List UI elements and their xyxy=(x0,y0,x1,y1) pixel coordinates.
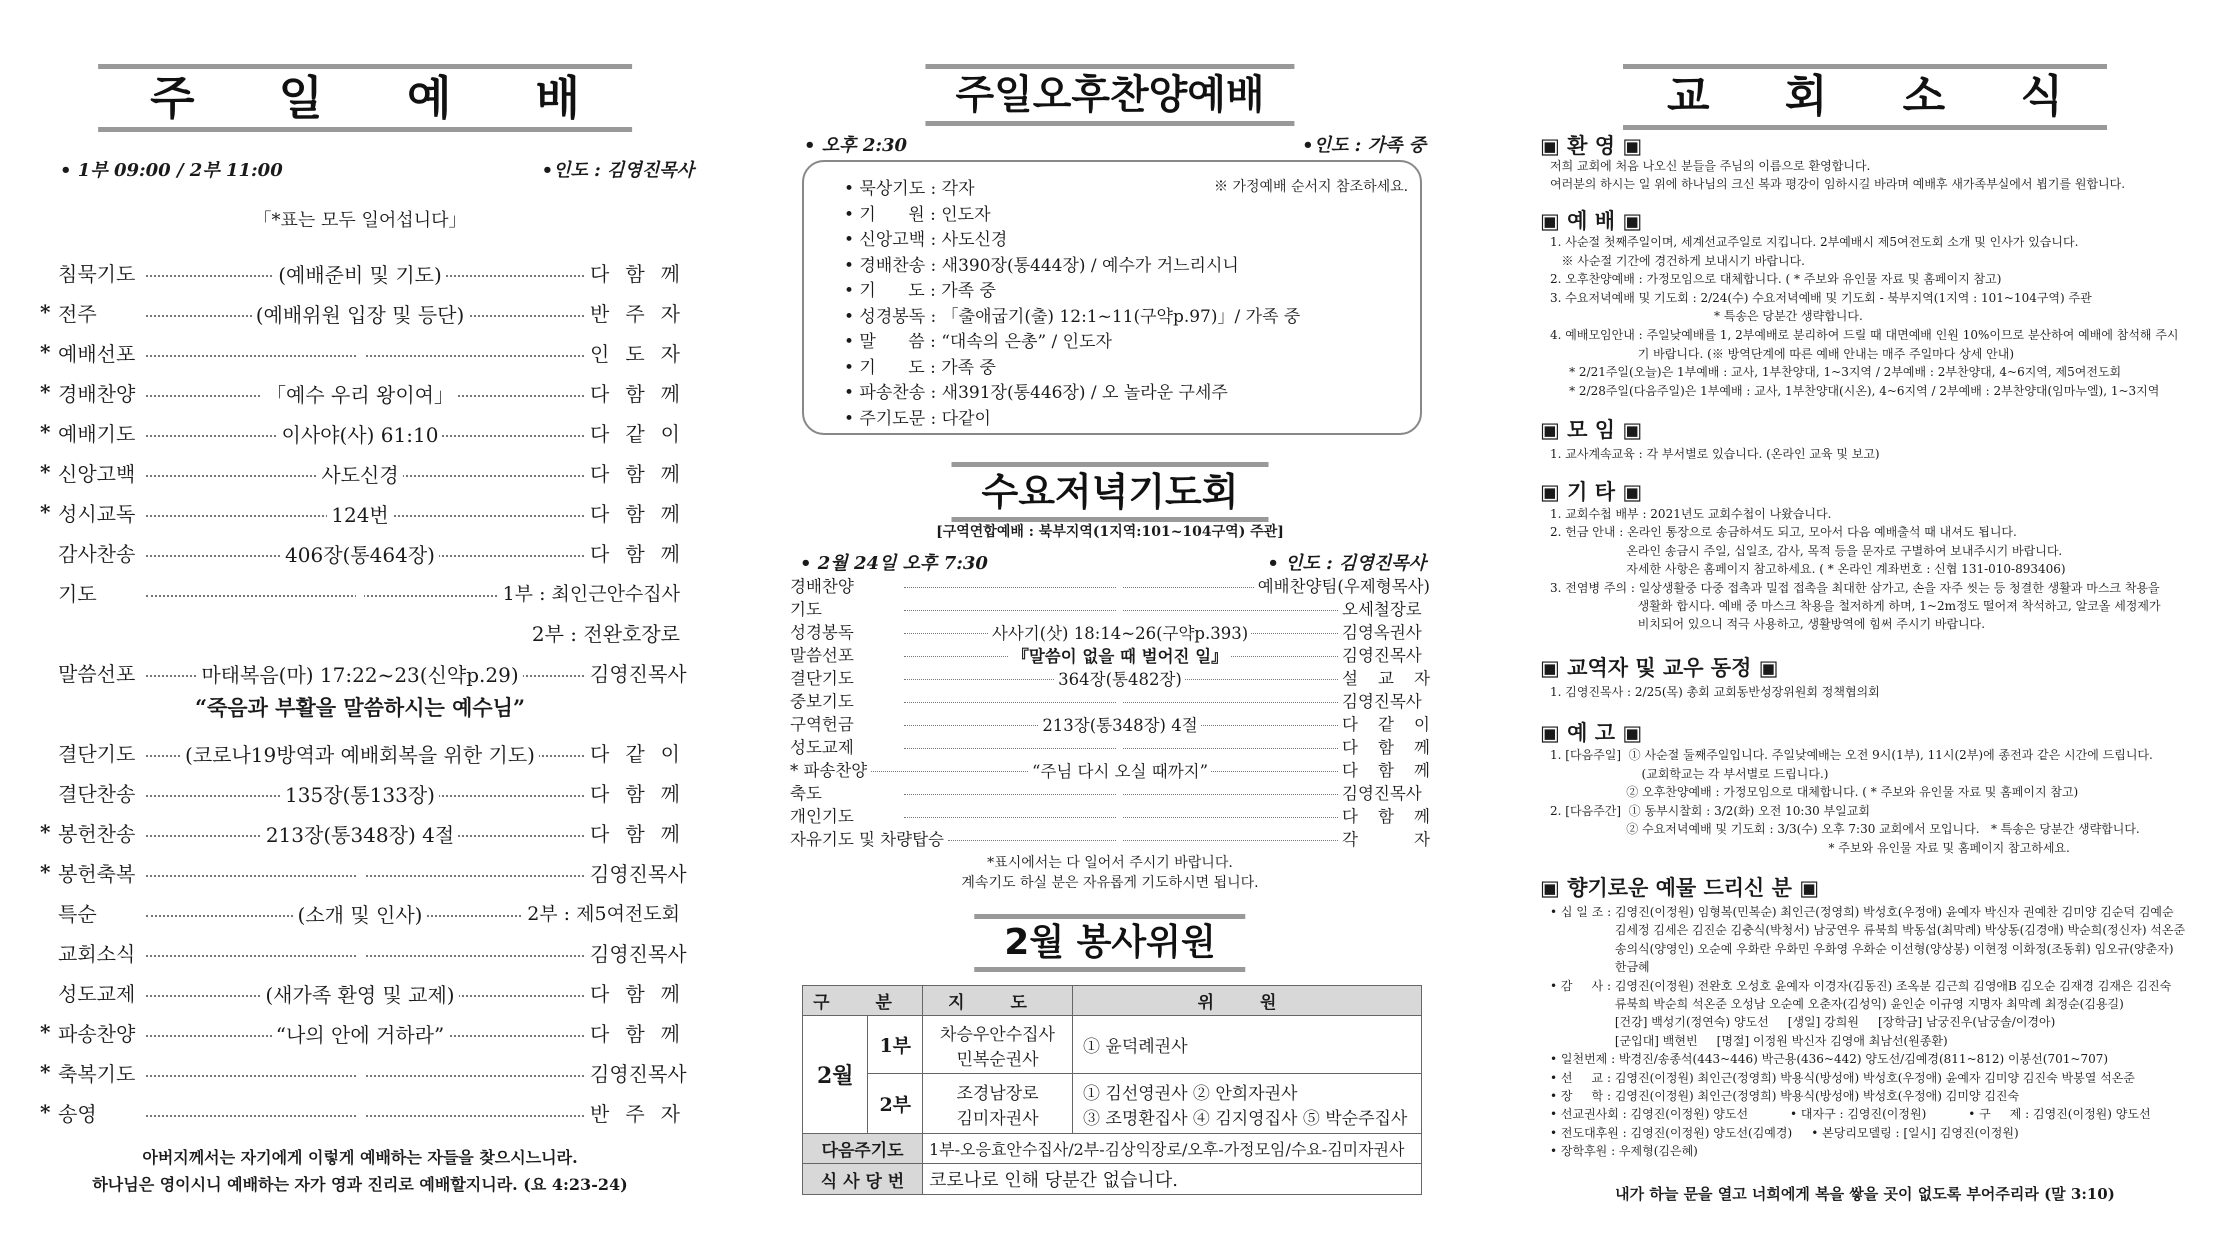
wednesday-order-row xyxy=(790,826,1430,849)
afternoon-time: • 오후 2:30 xyxy=(804,135,908,156)
order-person: 다 함 께 xyxy=(590,981,680,1006)
worship-order-row xyxy=(40,1092,680,1132)
order-content: 124번 xyxy=(327,503,393,527)
order-person: 김영진목사 xyxy=(1342,645,1422,665)
worship-order-row xyxy=(40,892,680,932)
order-label: 중보기도 xyxy=(790,691,854,711)
part2-leader-2: 김미자권사 xyxy=(956,1108,1039,1129)
worship-order-row xyxy=(40,252,680,292)
order-person: 반 주 자 xyxy=(590,1101,680,1126)
dot-leader xyxy=(146,835,584,837)
worship-order-row xyxy=(40,1052,687,1092)
order-label: 예배선포 xyxy=(58,341,136,366)
etc-line: 2. 헌금 안내 : 온라인 통장으로 송금하셔도 되고, 모아서 다음 예배출석 때 내셔도 됩니다. xyxy=(1550,525,2017,540)
part2-members-2: ③ 조명환집사 ④ 김지영집사 ⑤ 박순주집사 xyxy=(1083,1108,1408,1129)
section-offerings-heading: ▣ 향기로운 예물 드리신 분 ▣ xyxy=(1540,876,1820,900)
standing-note: 「*표는 모두 일어섭니다」 xyxy=(253,210,467,231)
order-person: 다 같 이 xyxy=(590,421,680,446)
etc-line: 3. 전염병 주의 : 일상생활중 다중 접촉과 밀접 접촉을 최대한 삼가고, 손을 자주 씻는 등 청결한 생활과 마스크 착용을 xyxy=(1550,580,2160,595)
dot-leader xyxy=(146,955,584,957)
part1-cell: 1부 xyxy=(868,1016,923,1074)
order-label: 축도 xyxy=(790,783,822,803)
offerings-line: • 전도대후원 : 김영진(이정원) 양도선(김예경) • 본당리모델링 : [일시] 김영진(이정원) xyxy=(1550,1125,2019,1140)
order-label: * 파송찬양 xyxy=(790,760,868,780)
standing-mark: * xyxy=(40,1060,51,1084)
notice-line: * 주보와 유인물 자료 및 홈페이지 참고하세요. xyxy=(1550,841,2070,855)
order-person: 김영진목사 xyxy=(1342,783,1422,803)
afternoon-order-item: • 묵상기도 : 각자 xyxy=(844,179,975,199)
notice-line: ② 수요저녁예배 및 기도회 : 3/3(수) 오후 7:30 교회에서 모입니다. * 특송은 당분간 생략합니다. xyxy=(1550,822,2140,837)
order-person: 다 함 께 xyxy=(590,501,680,526)
notice-line: 1. [다음주일] ① 사순절 둘째주일입니다. 주일낮예배는 오전 9시(1부), 11시(2부)에 종전과 같은 시간에 드립니다. xyxy=(1550,748,2153,762)
dot-leader xyxy=(146,475,584,477)
offerings-line: • 선 교 : 김영진(이정원) 최인근(정영희) 박용식(방성애) 박성호(우정애) 윤예자 김미양 김진숙 박봉열 석온준 xyxy=(1550,1070,2135,1085)
order-content: 406장(통464장) xyxy=(281,543,439,567)
part1-leaders xyxy=(923,1016,1073,1074)
order-person: 1부 : 최인근안수집사 xyxy=(502,582,680,605)
middle-column xyxy=(790,0,1430,1240)
offerings-line: • 감 사 : 김영진(이정원) 전완호 오성호 윤예자 이경자(김동진) 조옥분 김근희 김영애B 김오순 김재경 김재은 김진숙 xyxy=(1550,978,2172,993)
order-content xyxy=(356,579,364,603)
order-person: 김영진목사 xyxy=(590,661,687,686)
footer-verse-1: 아버지께서는 자기에게 이렇게 예배하는 자들을 찾으시느니라. xyxy=(142,1148,578,1167)
order-person: 김영진목사 xyxy=(590,1061,687,1086)
order-content: (소개 및 인사) xyxy=(294,903,427,927)
worship-order-row xyxy=(40,532,680,572)
dot-leader xyxy=(146,1035,584,1037)
wednesday-order-row xyxy=(790,665,1430,688)
order-label: 성시교독 xyxy=(58,501,136,526)
order-person: 2부 : 제5여전도회 xyxy=(527,902,680,925)
order-content xyxy=(1117,574,1123,593)
worship-order-row xyxy=(40,452,680,492)
afternoon-order-item: • 기 도 : 가족 중 xyxy=(844,281,996,301)
order-content: “나의 안에 거하라” xyxy=(272,1023,448,1047)
worship-news-line: 기 바랍니다. (※ 방역단계에 따른 예배 안내는 매주 주일마다 상세 안내) xyxy=(1550,346,2015,361)
worship-order-row xyxy=(40,812,680,852)
order-person: 인 도 자 xyxy=(590,341,680,366)
order-person: 예배찬양팀(우제형목사) xyxy=(1257,576,1430,596)
meeting-line: 1. 교사계속교육 : 각 부서별로 있습니다. (온라인 교육 및 보고) xyxy=(1550,447,1880,461)
order-label: 말씀선포 xyxy=(58,661,136,686)
closing-verse: 내가 하늘 문을 열고 너희에게 복을 쌓을 곳이 없도록 부어주리라 (말 3:10) xyxy=(1615,1185,2115,1203)
dot-leader xyxy=(146,795,584,797)
month-cell: 2월 xyxy=(803,1016,868,1134)
order-content: 마태복음(마) 17:22~23(신약p.29) xyxy=(197,663,522,687)
part1-leader-2: 민복순권사 xyxy=(956,1049,1039,1070)
order-person: 김영진목사 xyxy=(590,941,687,966)
staff-line: 1. 김영진목사 : 2/25(목) 총회 교회동반성장위원회 정책협의회 xyxy=(1550,685,1880,699)
standing-mark: * xyxy=(40,420,51,444)
worship-news-line: * 특송은 당분간 생략합니다. xyxy=(1550,309,1863,324)
service-committee-title: 2월 봉사위원 xyxy=(974,914,1245,972)
dot-leader xyxy=(146,875,584,877)
notice-line: 2. [다음주간] ① 동부시찰회 : 3/2(화) 오전 10:30 부일교회 xyxy=(1550,803,1870,818)
order-label: 자유기도 및 차량탑승 xyxy=(790,829,944,849)
standing-mark: * xyxy=(40,460,51,484)
afternoon-order-item: • 주기도문 : 다같이 xyxy=(844,408,991,429)
wednesday-leader: • 인도 : 김영진목사 xyxy=(1267,553,1426,574)
order-person: 다 함 께 xyxy=(590,381,680,406)
standing-mark: * xyxy=(40,500,51,524)
worship-order-row xyxy=(40,732,680,772)
part1-leader-1: 차승우안수집사 xyxy=(940,1024,1055,1045)
notice-line: ② 오후찬양예배 : 가정모임으로 대체합니다. ( * 주보와 유인물 자료 및 홈페이지 참고) xyxy=(1550,785,2079,800)
order-content xyxy=(356,619,364,643)
order-label: 성도교제 xyxy=(58,981,136,1006)
order-person: 김영진목사 xyxy=(1342,691,1422,711)
sunday-worship-title: 주 일 예 배 xyxy=(98,64,632,132)
worship-order-row xyxy=(40,852,687,892)
dot-leader xyxy=(146,675,584,677)
order-label: 예배기도 xyxy=(58,421,136,446)
worship-news-line: 4. 예배모임안내 : 주일낮예배를 1, 2부예배로 분리하여 드릴 때 대면예배 인원 10%이므로 분산하여 예배에 참석해 주시 xyxy=(1550,328,2179,342)
order-person: 각 자 xyxy=(1342,829,1430,849)
afternoon-order-item: • 경배찬송 : 새390장(통444장) / 예수가 거느리시니 xyxy=(844,255,1239,276)
order-content: (예배위원 입장 및 등단) xyxy=(252,303,469,327)
wednesday-order-row xyxy=(790,642,1430,665)
worship-order-row xyxy=(40,292,680,332)
offerings-line: • 일천번제 : 박경진/송종석(443~446) 박근용(436~442) 양도선/김예경(811~812) 이봉선(701~707) xyxy=(1550,1052,2109,1067)
worship-order-row xyxy=(40,412,680,452)
order-person: 다 같 이 xyxy=(590,741,680,766)
worship-order-row xyxy=(40,652,687,692)
order-label: 전주 xyxy=(58,301,97,326)
order-label: 교회소식 xyxy=(58,941,136,966)
dot-leader xyxy=(146,915,521,917)
dot-leader xyxy=(146,355,584,357)
order-content xyxy=(1117,781,1123,800)
order-content: (새가족 환영 및 교제) xyxy=(261,983,458,1007)
etc-line: 자세한 사항은 홈페이지 참고하세요. ( * 온라인 계좌번호 : 신협 131-010-893406) xyxy=(1550,562,2066,577)
order-label: 감사찬송 xyxy=(58,541,136,566)
worship-news-line: 3. 수요저녁예배 및 기도회 : 2/24(수) 수요저녁예배 및 기도회 - 북부지역(1지역 : 101~104구역) 주관 xyxy=(1550,290,2092,305)
standing-mark: * xyxy=(40,1020,51,1044)
standing-mark: * xyxy=(40,820,51,844)
part2-cell: 2부 xyxy=(868,1074,923,1134)
afternoon-leader: •인도 : 가족 중 xyxy=(1302,135,1426,156)
order-label: 축복기도 xyxy=(58,1061,136,1086)
order-content xyxy=(356,339,364,363)
offerings-line: • 십 일 조 : 김영진(이정원) 임형복(민복순) 최인근(정영희) 박성호(우정애) 윤예자 박신자 권예찬 김미양 김순덕 김예순 xyxy=(1550,905,2174,919)
order-content: 「예수 우리 왕이여」 xyxy=(262,383,458,407)
sunday-worship-column xyxy=(40,0,694,1240)
dot-leader xyxy=(146,1075,584,1077)
church-news-title: 교 회 소 식 xyxy=(1623,64,2107,130)
dot-leader xyxy=(146,275,584,277)
order-label: 성경봉독 xyxy=(790,622,854,642)
order-content: 『말씀이 없을 때 벌어진 일』 xyxy=(1009,647,1230,666)
standing-mark: * xyxy=(40,860,51,884)
dot-leader xyxy=(146,595,497,597)
order-content: 사사기(삿) 18:14~26(구약p.393) xyxy=(989,624,1251,643)
wednesday-order-row xyxy=(790,757,1430,780)
wednesday-order-row xyxy=(790,688,1430,711)
wednesday-note-1: *표시에서는 다 일어서 주시기 바랍니다. xyxy=(987,855,1233,871)
worship-news-line: 2. 오후찬양예배 : 가정모임으로 대체합니다. ( * 주보와 유인물 자료 및 홈페이지 참고) xyxy=(1550,272,2002,287)
order-person: 다 함 께 xyxy=(590,781,680,806)
afternoon-worship-title: 주일오후찬양예배 xyxy=(925,64,1294,126)
wednesday-subtitle: [구역연합예배 : 북부지역(1지역:101~104구역) 주관] xyxy=(936,524,1284,540)
offerings-line: 김세정 김세은 김진순 김충식(박청서) 남궁연우 류북희 박동섭(최막례) 박상동(김경애) 박순희(정신자) 석온준 xyxy=(1550,923,2186,938)
order-content xyxy=(1117,689,1123,708)
section-welcome-heading: ▣ 환 영 ▣ xyxy=(1540,134,1643,158)
order-content xyxy=(356,1059,364,1083)
offerings-line: • 장 학 : 김영진(이정원) 최인근(정영희) 박용식(방성애) 박성호(우정애) 김미양 김진숙 xyxy=(1550,1089,2020,1103)
order-label: 경배찬양 xyxy=(790,576,854,596)
family-worship-note: ※ 가정예배 순서지 참조하세요. xyxy=(1214,179,1409,195)
offerings-line: 송의식(양영인) 오순예 우화란 우화민 우화영 우화순 이선형(양상봉) 이현정 이화정(조동휘) 임오규(양춘자) xyxy=(1550,941,2174,956)
afternoon-order-item: • 신앙고백 : 사도신경 xyxy=(844,230,1008,250)
order-label: 개인기도 xyxy=(790,806,854,826)
standing-mark: * xyxy=(40,340,51,364)
order-label: 기도 xyxy=(790,599,822,619)
etc-line: 온라인 송금시 주일, 십일조, 감사, 목적 등을 문자로 구별하여 보내주시기 바랍니다. xyxy=(1550,543,2063,558)
dot-leader xyxy=(146,755,584,757)
section-meeting-heading: ▣ 모 임 ▣ xyxy=(1540,418,1643,442)
wednesday-order-row xyxy=(790,711,1430,734)
wednesday-order-row xyxy=(790,803,1430,826)
part1-members: ① 윤덕례권사 xyxy=(1073,1016,1422,1074)
order-content: “주님 다시 오실 때까지” xyxy=(1029,762,1211,781)
worship-order-row xyxy=(40,572,680,612)
offerings-line: • 선교권사회 : 김영진(이정원) 양도선 • 대자구 : 김영진(이정원) • 구 제 : 김영진(이정원) 양도선 xyxy=(1550,1107,2151,1122)
order-label: 특순 xyxy=(58,901,97,926)
meal-duty-label: 식 사 당 번 xyxy=(803,1164,923,1195)
order-person: 설 교 자 xyxy=(1342,668,1430,688)
next-prayer-label: 다음주기도 xyxy=(803,1134,923,1164)
notice-line: (교회학교는 각 부서별로 드립니다.) xyxy=(1550,766,1829,781)
order-content xyxy=(356,859,364,883)
worship-news-line: * 2/28주일(다음주일)은 1부예배 : 교사, 1부찬양대(시온), 4~6지역 / 2부예배 : 2부찬양대(임마누엘), 1~3지역 xyxy=(1550,383,2160,398)
order-label: 결단기도 xyxy=(790,668,854,688)
church-news-column xyxy=(1540,0,2190,1240)
order-person: 다 함 께 xyxy=(1342,806,1430,826)
order-content: 213장(통348장) 4절 xyxy=(262,823,458,847)
standing-mark: * xyxy=(40,300,51,324)
order-label: 결단기도 xyxy=(58,741,136,766)
offerings-line: [군입대] 백현빈 [명절] 이정원 박신자 김영애 최남선(원종환) xyxy=(1550,1033,1948,1048)
wednesday-order-row xyxy=(790,573,1430,596)
order-person: 다 함 께 xyxy=(590,541,680,566)
order-person: 다 함 께 xyxy=(590,261,680,286)
order-content xyxy=(356,939,364,963)
standing-mark: * xyxy=(40,1100,51,1124)
etc-line: 생활화 합시다. 예배 중 마스크 착용을 철저하게 하며, 1~2m정도 떨어져 착석하고, 알코올 세정제가 xyxy=(1550,599,2161,613)
order-label: 봉헌축복 xyxy=(58,861,136,886)
order-label: 결단찬송 xyxy=(58,781,136,806)
order-label: 침묵기도 xyxy=(58,261,136,286)
worship-news-line: ※ 사순절 기간에 경건하게 보내시기 바랍니다. xyxy=(1550,253,1805,268)
section-etc-heading: ▣ 기 타 ▣ xyxy=(1540,480,1643,504)
standing-mark: * xyxy=(40,380,51,404)
offerings-line: [건강] 백성기(정연숙) 양도선 [생일] 강희원 [장학금] 남궁진우(남궁솔/이경아) xyxy=(1550,1015,2056,1030)
afternoon-order-item: • 파송찬송 : 새391장(통446장) / 오 놀라운 구세주 xyxy=(844,383,1228,403)
order-content: (코로나19방역과 예배회복을 위한 기도) xyxy=(181,743,539,767)
header-leader: 지 도 xyxy=(923,986,1073,1016)
worship-order-row xyxy=(40,332,680,372)
section-worship-heading: ▣ 예 배 ▣ xyxy=(1540,209,1643,233)
worship-order-row xyxy=(40,492,680,532)
wednesday-note-2: 계속기도 하실 분은 자유롭게 기도하시면 됩니다. xyxy=(961,875,1259,891)
dot-leader xyxy=(146,315,584,317)
order-label: 성도교제 xyxy=(790,737,854,757)
worship-time: • 1부 09:00 / 2부 11:00 xyxy=(60,160,283,181)
order-content: (예배준비 및 기도) xyxy=(274,263,446,287)
part2-members xyxy=(1073,1074,1422,1134)
order-person: 2부 : 전완호장로 xyxy=(531,621,680,646)
dot-leader xyxy=(146,1115,584,1117)
wednesday-prayer-title: 수요저녁기도회 xyxy=(952,462,1269,522)
wednesday-order-row xyxy=(790,734,1430,757)
worship-order-row xyxy=(40,772,680,812)
order-person: 반 주 자 xyxy=(590,301,680,326)
order-person: 김영옥권사 xyxy=(1342,622,1422,642)
etc-line: 1. 교회수첩 배부 : 2021년도 교회수첩이 나왔습니다. xyxy=(1550,507,1832,521)
etc-line: 비치되어 있으니 적극 사용하고, 생활방역에 힘써 주시기 바랍니다. xyxy=(1550,617,1986,632)
welcome-line: 저희 교회에 처음 나오신 분들을 주님의 이름으로 환영합니다. xyxy=(1550,159,1871,173)
order-person: 다 같 이 xyxy=(1342,714,1430,734)
sermon-title: “죽음과 부활을 말씀하시는 예수님” xyxy=(194,695,526,720)
welcome-line: 여러분의 하시는 일 위에 하나님의 크신 복과 평강이 임하시길 바라며 예배후 새가족부실에서 뵙기를 원합니다. xyxy=(1550,177,2126,191)
section-notice-heading: ▣ 예 고 ▣ xyxy=(1540,721,1643,745)
worship-order-row xyxy=(40,932,687,972)
order-label: 구역헌금 xyxy=(790,714,854,734)
next-prayer-value: 1부-오응효안수집사/2부-김상익장로/오후-가정모임/수요-김미자권사 xyxy=(923,1134,1422,1164)
order-content xyxy=(356,1099,364,1123)
order-person: 다 함 께 xyxy=(590,1021,680,1046)
dot-leader xyxy=(146,555,584,557)
part2-leaders xyxy=(923,1074,1073,1134)
order-person: 김영진목사 xyxy=(590,861,687,886)
wednesday-order-row xyxy=(790,780,1430,803)
worship-news-line: 1. 사순절 첫째주일이며, 세계선교주일로 지킵니다. 2부예배시 제5여전도회 소개 및 인사가 있습니다. xyxy=(1550,235,2079,249)
order-content xyxy=(1117,735,1123,754)
order-person: 다 함 께 xyxy=(590,461,680,486)
worship-order-row xyxy=(40,972,680,1012)
footer-verse-2: 하나님은 영이시니 예배하는 자가 영과 진리로 예배할지니라. (요 4:23-24) xyxy=(92,1175,628,1194)
order-content: 213장(통348장) 4절 xyxy=(1039,716,1200,735)
part2-members-1: ① 김선영권사 ② 안희자권사 xyxy=(1083,1083,1298,1104)
order-content xyxy=(1117,597,1123,616)
offerings-line: 류북희 박순희 석온준 오성남 오순예 오춘자(김성익) 윤인순 이규영 지명자 최막례 최정순(김용길) xyxy=(1550,997,2124,1011)
afternoon-order-item: • 말 씀 : “대속의 은총” / 인도자 xyxy=(844,332,1112,352)
order-label: 기도 xyxy=(58,581,97,606)
order-content: 135장(통133장) xyxy=(281,783,439,807)
order-label: 경배찬양 xyxy=(58,381,136,406)
section-staff-heading: ▣ 교역자 및 교우 동정 ▣ xyxy=(1540,656,1779,680)
offerings-line: • 장학후원 : 우제형(김은혜) xyxy=(1550,1144,1698,1159)
dot-leader xyxy=(146,515,584,517)
order-label: 신앙고백 xyxy=(58,461,136,486)
afternoon-order-item: • 기 도 : 가족 중 xyxy=(844,357,996,378)
part2-leader-1: 조경남장로 xyxy=(956,1083,1039,1104)
wednesday-order-row xyxy=(790,596,1430,619)
order-content: 이사야(사) 61:10 xyxy=(278,423,443,447)
wednesday-order-row xyxy=(790,619,1430,642)
order-person: 다 함 께 xyxy=(590,821,680,846)
worship-order-row xyxy=(40,1012,680,1052)
order-label: 송영 xyxy=(58,1101,97,1126)
worship-order-row xyxy=(40,372,680,412)
afternoon-order-box xyxy=(802,160,1422,435)
order-content: 364장(통482장) xyxy=(1055,670,1185,689)
header-members: 위 원 xyxy=(1073,986,1422,1016)
worship-order-row xyxy=(40,612,680,652)
dot-leader xyxy=(146,995,584,997)
header-category: 구 분 xyxy=(803,986,923,1016)
dot-leader xyxy=(146,435,584,437)
wednesday-time: • 2월 24일 오후 7:30 xyxy=(800,553,988,574)
worship-leader: •인도 : 김영진목사 xyxy=(541,160,694,181)
order-label: 파송찬양 xyxy=(58,1021,136,1046)
order-person: 다 함 께 xyxy=(1342,760,1430,780)
order-label: 봉헌찬송 xyxy=(58,821,136,846)
order-content: 사도신경 xyxy=(317,463,402,487)
afternoon-order-item: • 기 원 : 인도자 xyxy=(844,204,991,225)
worship-news-line: * 2/21주일(오늘)은 1부예배 : 교사, 1부찬양대, 1~3지역 / 2부예배 : 2부찬양대, 4~6지역, 제5여전도회 xyxy=(1550,365,2122,380)
afternoon-order-item: • 성경봉독 : 「출애굽기(출) 12:1~11(구약p.97)」/ 가족 중 xyxy=(844,306,1301,327)
order-person: 오세철장로 xyxy=(1342,599,1422,619)
offerings-line: 한금혜 xyxy=(1550,960,1650,975)
order-person: 다 함 께 xyxy=(1342,737,1430,757)
order-content xyxy=(1117,827,1123,846)
dot-leader xyxy=(146,395,584,397)
service-committee-table xyxy=(802,985,1422,1195)
order-content xyxy=(1117,804,1123,823)
order-label: 말씀선포 xyxy=(790,645,854,665)
meal-duty-value: 코로나로 인해 당분간 없습니다. xyxy=(923,1164,1422,1195)
